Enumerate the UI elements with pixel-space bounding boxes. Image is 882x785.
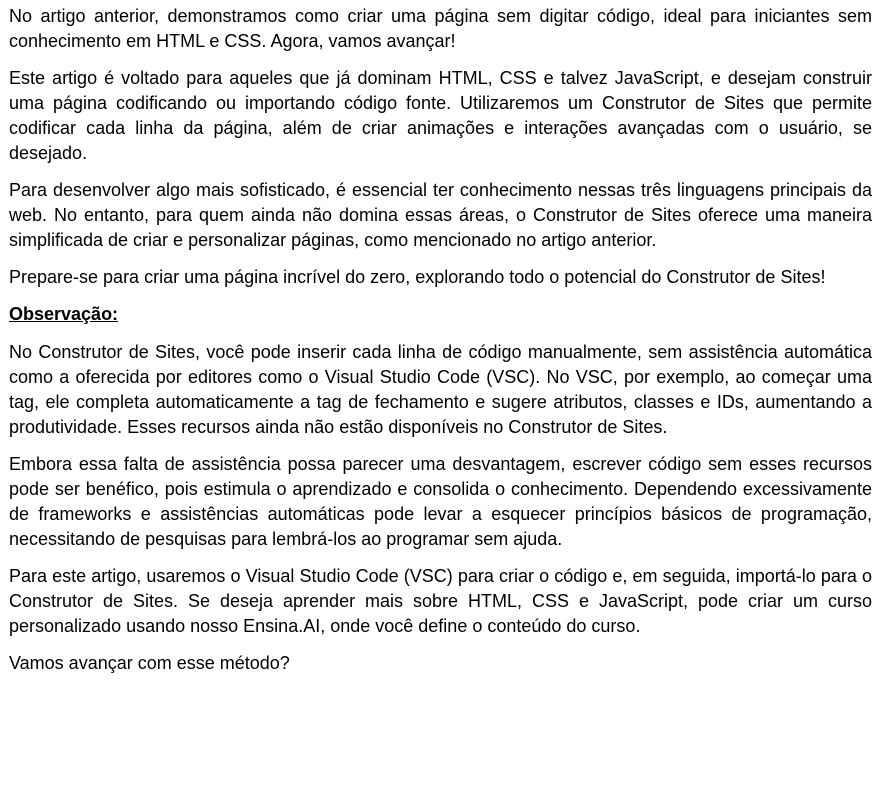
paragraph-languages: Para desenvolver algo mais sofisticado, é essencial ter conhecimento nessas três linguagens principais da web. No entanto, para quem ainda não domina essas áreas, o Construtor de Sites oferece uma maneira simplificada de criar e personalizar páginas, como mencionado no artigo anterior. (9, 180, 872, 250)
paragraph-note-benefit: Embora essa falta de assistência possa parecer uma desvantagem, escrever código sem esses recursos pode ser benéfico, pois estimula o aprendizado e consolida o conhecimento. Dependendo excessivamente de frameworks e assistências automáticas pode levar a esquecer princípios básicos de programação, necessitando de pesquisas para lembrá-los ao programar sem ajuda. (9, 454, 872, 549)
paragraph-audience: Este artigo é voltado para aqueles que já dominam HTML, CSS e talvez JavaScript, e desejam construir uma página codificando ou importando código fonte. Utilizaremos um Construtor de Sites que permite codificar cada linha da página, além de criar animações e interações avançadas com o usuário, se desejado. (9, 68, 872, 163)
paragraph-prepare: Prepare-se para criar uma página incrível do zero, explorando todo o potencial do Construtor de Sites! (9, 267, 826, 287)
paragraph-note-vsc: Para este artigo, usaremos o Visual Studio Code (VSC) para criar o código e, em seguida, importá-lo para o Construtor de Sites. Se deseja aprender mais sobre HTML, CSS e JavaScript, pode criar um curso personalizado usando nosso Ensina.AI, onde você define o conteúdo do curso. (9, 566, 872, 636)
paragraph-note-manual-code: No Construtor de Sites, você pode inserir cada linha de código manualmente, sem assistência automática como a oferecida por editores como o Visual Studio Code (VSC). No VSC, por exemplo, ao começar uma tag, ele completa automaticamente a tag de fechamento e sugere atributos, classes e IDs, aumentando a produtividade. Esses recursos ainda não estão disponíveis no Construtor de Sites. (9, 342, 872, 437)
note-heading: Observação: (9, 304, 119, 324)
paragraph-closing-question: Vamos avançar com esse método? (9, 653, 290, 673)
paragraph-intro: No artigo anterior, demonstramos como criar uma página sem digitar código, ideal para iniciantes sem conhecimento em HTML e CSS. Agora, vamos avançar! (9, 6, 872, 51)
